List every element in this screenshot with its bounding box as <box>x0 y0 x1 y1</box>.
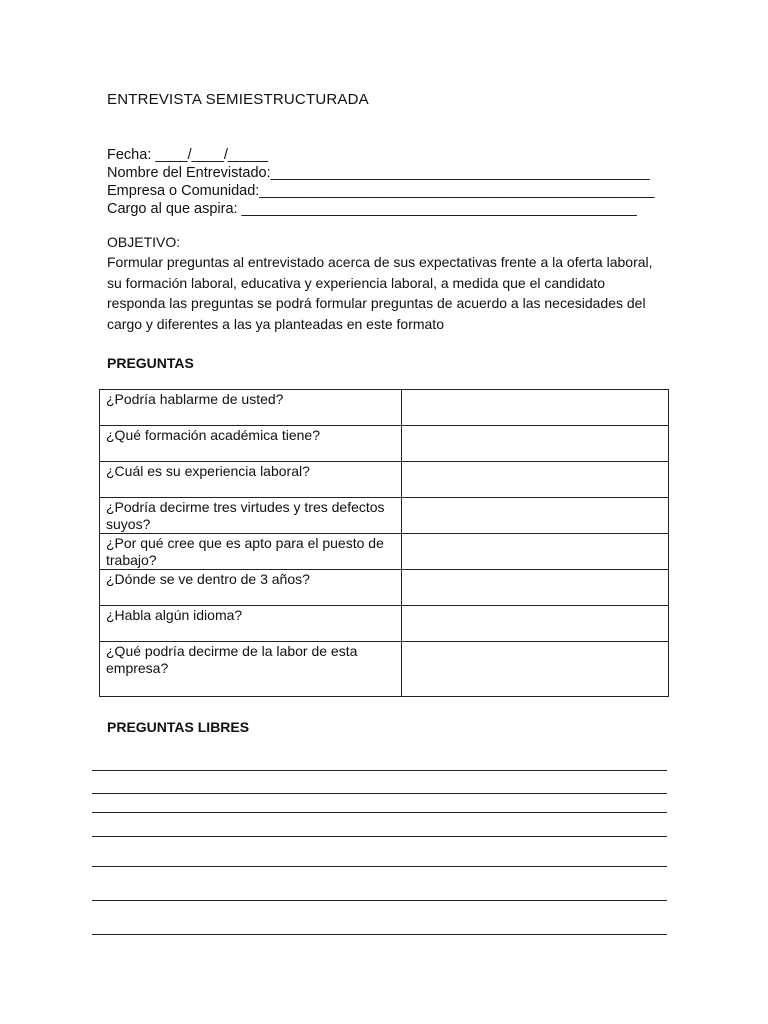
answer-line <box>92 812 667 813</box>
question-cell: ¿Cuál es su experiencia laboral? <box>100 462 402 498</box>
free-questions-title: PREGUNTAS LIBRES <box>107 719 250 735</box>
answer-line <box>92 793 667 794</box>
question-cell: ¿Qué podría decirme de la labor de esta empresa? <box>100 642 402 697</box>
answer-line <box>92 934 667 935</box>
answer-line <box>92 866 667 867</box>
answer-line <box>92 900 667 901</box>
question-cell: ¿Podría decirme tres virtudes y tres defectos suyos? <box>100 498 402 534</box>
objective-text: Formular preguntas al entrevistado acerca de sus expectativas frente a la oferta laboral, su formación laboral, educativa y experiencia laboral, a medida que el candidato responda las preguntas se podrá formular preguntas de acuerdo a las necesidades del cargo y diferentes a las ya planteadas en este formato <box>107 254 653 332</box>
question-cell: ¿Por qué cree que es apto para el puesto de trabajo? <box>100 534 402 570</box>
questions-section-title: PREGUNTAS <box>107 355 194 371</box>
document-title: ENTREVISTA SEMIESTRUCTURADA <box>107 91 369 108</box>
empresa-field: Empresa o Comunidad:_________________________________________________ <box>107 183 655 199</box>
question-cell: ¿Podría hablarme de usted? <box>100 390 402 426</box>
objective-label: OBJETIVO: <box>107 234 181 250</box>
answer-line <box>92 770 667 771</box>
question-cell: ¿Habla algún idioma? <box>100 606 402 642</box>
cargo-field: Cargo al que aspira: _________________________________________________ <box>107 201 637 217</box>
fecha-field: Fecha: ____/____/_____ <box>107 147 269 163</box>
question-cell: ¿Dónde se ve dentro de 3 años? <box>100 570 402 606</box>
answer-line <box>92 836 667 837</box>
free-answer-lines <box>92 0 667 1024</box>
question-cell: ¿Qué formación académica tiene? <box>100 426 402 462</box>
nombre-field: Nombre del Entrevistado:_______________________________________________ <box>107 165 650 181</box>
